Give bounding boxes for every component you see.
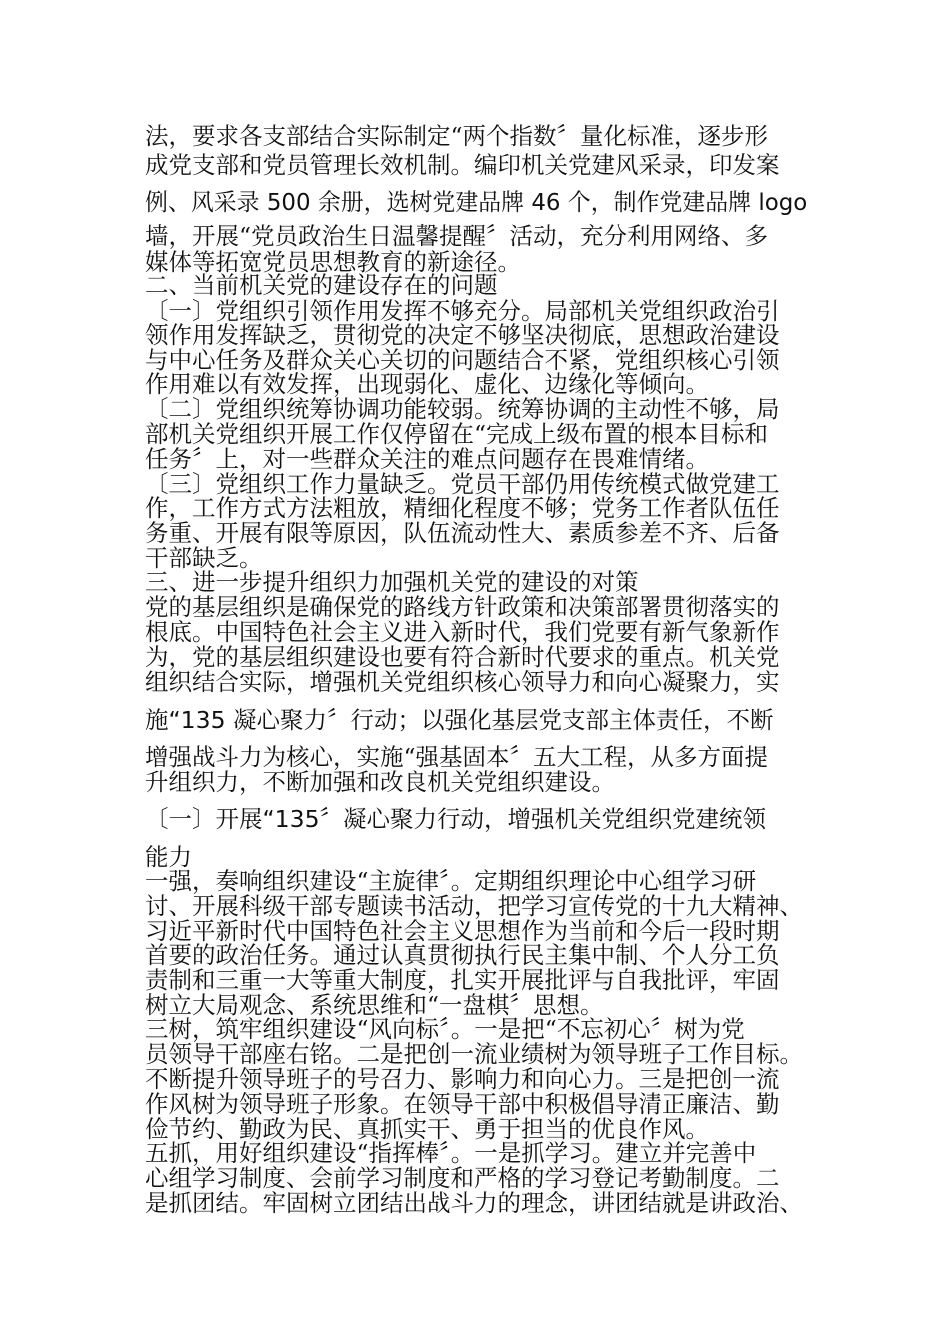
text-line: 为，党的基层组织建设也要有符合新时代要求的重点。机关党 [145, 643, 780, 671]
text-line: 务重、开展有限等原因，队伍流动性大、素质参差不齐、后备 [145, 519, 780, 547]
text-line: 媒体等拓宽党员思想教育的新途径。 [145, 248, 521, 276]
text-line: 法，要求各支部结合实际制定“两个指数〞量化标准，逐步形 [145, 122, 769, 150]
section-heading: 二、当前机关党的建设存在的问题 [145, 271, 498, 299]
text-line: 作用难以有效发挥，出现弱化、虚化、边缘化等倾向。 [145, 370, 709, 398]
text-line: 施“135 凝心聚力〞行动；以强化基层党支部主体责任，不断 [145, 706, 774, 734]
text-line: 习近平新时代中国特色社会主义思想作为当前和今后一段时期 [145, 917, 780, 945]
text-line: 成党支部和党员管理长效机制。编印机关党建风采录，印发案 [145, 151, 780, 179]
text-line: 〔二〕党组织统筹协调功能较弱。统筹协调的主动性不够，局 [145, 395, 780, 423]
text-line: 与中心任务及群众关心关切的问题结合不紧，党组织核心引领 [145, 346, 780, 374]
text-line: 首要的政治任务。通过认真贯彻执行民主集中制、个人分工负 [145, 941, 780, 969]
text-line: 三树，筑牢组织建设“风向标〞。一是把“不忘初心〞树为党 [145, 1015, 745, 1043]
text-line: 〔一〕党组织引领作用发挥不够充分。局部机关党组织政治引 [145, 297, 780, 325]
text-line: 增强战斗力为核心，实施“强基固本〞五大工程，从多方面提 [145, 743, 769, 771]
text-line: 升组织力，不断加强和改良机关党组织建设。 [145, 768, 615, 796]
text-line: 根底。中国特色社会主义进入新时代，我们党要有新气象新作 [145, 618, 780, 646]
text-line: 五抓，用好组织建设“指挥棒〞。一是抓学习。建立并完善中 [145, 1139, 757, 1167]
subsection-heading: 〔一〕开展“135〞凝心聚力行动，增强机关党组织党建统领 [145, 805, 767, 833]
text-line: 树立大局观念、系统思维和“一盘棋〞思想。 [145, 991, 604, 1019]
text-line: 〔三〕党组织工作力量缺乏。党员干部仍用传统模式做党建工 [145, 470, 780, 498]
text-line: 任务〞上，对一些群众关注的难点问题存在畏难情绪。 [145, 445, 709, 473]
text-line: 俭节约、勤政为民、真抓实干、勇于担当的优良作风。 [145, 1115, 709, 1143]
text-line: 干部缺乏。 [145, 544, 263, 572]
text-line: 心组学习制度、会前学习制度和严格的学习登记考勤制度。二 [145, 1164, 780, 1192]
text-line: 不断提升领导班子的号召力、影响力和向心力。三是把创一流 [145, 1065, 780, 1093]
text-line: 部机关党组织开展工作仅停留在“完成上级布置的根本目标和 [145, 420, 769, 448]
section-heading: 三、进一步提升组织力加强机关党的建设的对策 [145, 568, 639, 596]
text-line: 是抓团结。牢固树立团结出战斗力的理念，讲团结就是讲政治、 [145, 1189, 803, 1217]
text-line: 员领导干部座右铭。二是把创一流业绩树为领导班子工作目标。 [145, 1040, 803, 1068]
text-line: 例、风采录 500 余册，选树党建品牌 46 个，制作党建品牌 logo [145, 188, 808, 216]
text-line: 一强，奏响组织建设“主旋律〞。定期组织理论中心组学习研 [145, 867, 757, 895]
text-line: 讨、开展科级干部专题读书活动，把学习宣传党的十九大精神、 [145, 892, 803, 920]
text-line: 领作用发挥缺乏，贯彻党的决定不够坚决彻底，思想政治建设 [145, 321, 780, 349]
text-line: 组织结合实际，增强机关党组织核心领导力和向心凝聚力，实 [145, 668, 780, 696]
text-line: 作风树为领导班子形象。在领导干部中积极倡导清正廉洁、勤 [145, 1090, 780, 1118]
text-line: 墙，开展“党员政治生日温馨提醒〞活动，充分利用网络、多 [145, 222, 769, 250]
text-line: 作，工作方式方法粗放，精细化程度不够；党务工作者队伍任 [145, 494, 780, 522]
subsection-heading: 能力 [145, 843, 192, 871]
text-line: 党的基层组织是确保党的路线方针政策和决策部署贯彻落实的 [145, 593, 780, 621]
text-line: 责制和三重一大等重大制度，扎实开展批评与自我批评，牢固 [145, 966, 780, 994]
